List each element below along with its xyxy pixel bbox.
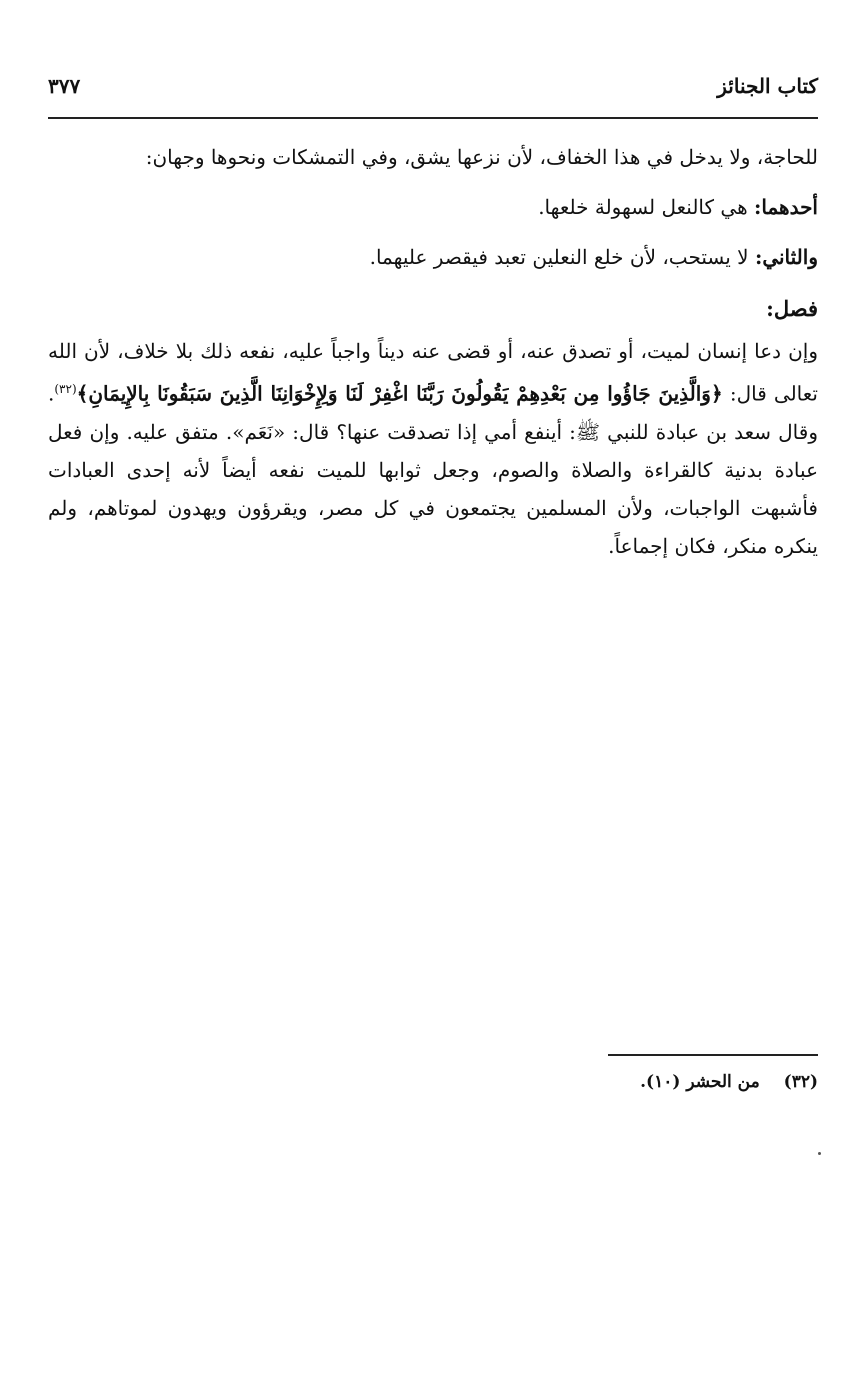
opinion-second (48, 238, 818, 276)
footnote-number: (٣٢) (783, 1072, 818, 1092)
opinion-first (48, 188, 818, 226)
footnote-item (608, 1072, 818, 1092)
page-body (48, 138, 818, 565)
opinion-first-text: هي كالنعل لسهولة خلعها. (538, 195, 748, 219)
footnote-text: من الحشر (١٠). (640, 1072, 760, 1092)
scan-speck (818, 1152, 821, 1155)
paragraph-part-two: . وقال سعد بن عبادة للنبي ﷺ: أينفع أمي إذا تصدقت عنها؟ قال: «نَعَم». متفق عليه. وإن فعل عبادة بدنية كالقراءة والصلاة والصوم، وجعل ثوابها للميت نفعه أيضاً لأنه إحدى العبادات فأشبهت الواجبات، ولأن المسلمين يجتمعون في كل مصر، ويقرؤون ويهدون لموتاهم، ولم ينكره منكر، فكان إجماعاً. (48, 381, 818, 558)
book-page (48, 66, 818, 1326)
page-header (48, 66, 818, 106)
header-rule (48, 117, 818, 119)
opinion-first-label: أحدهما: (753, 195, 818, 219)
running-title: كتاب الجنائز (717, 74, 818, 98)
footnote-reference: (٣٢) (54, 382, 77, 396)
main-paragraph (48, 332, 818, 565)
intro-paragraph: للحاجة، ولا يدخل في هذا الخفاف، لأن نزعها يشق، وفي التمشكات ونحوها وجهان: (145, 145, 818, 169)
footnote-rule (608, 1054, 818, 1056)
quran-verse: ﴿وَالَّذِينَ جَاؤُوا مِن بَعْدِهِمْ يَقُولُونَ رَبَّنَا اغْفِرْ لَنَا وَلِإِخْوَانِنَا الَّذِينَ سَبَقُونَا بِالإِيمَانِ﴾ (76, 381, 723, 406)
footnotes (608, 1054, 818, 1092)
page-number: ٣٧٧ (48, 74, 81, 98)
paragraph-part-one: وإن دعا إنسان لميت، أو تصدق عنه، أو قضى عنه ديناً واجباً عليه، نفعه ذلك بلا خلاف، لأن الله تعالى قال: (48, 339, 818, 406)
opinion-second-text: لا يستحب، لأن خلع النعلين تعبد فيقصر عليهما. (369, 245, 749, 269)
opinion-second-label: والثاني: (754, 245, 818, 269)
section-heading: فصل: (766, 296, 818, 321)
